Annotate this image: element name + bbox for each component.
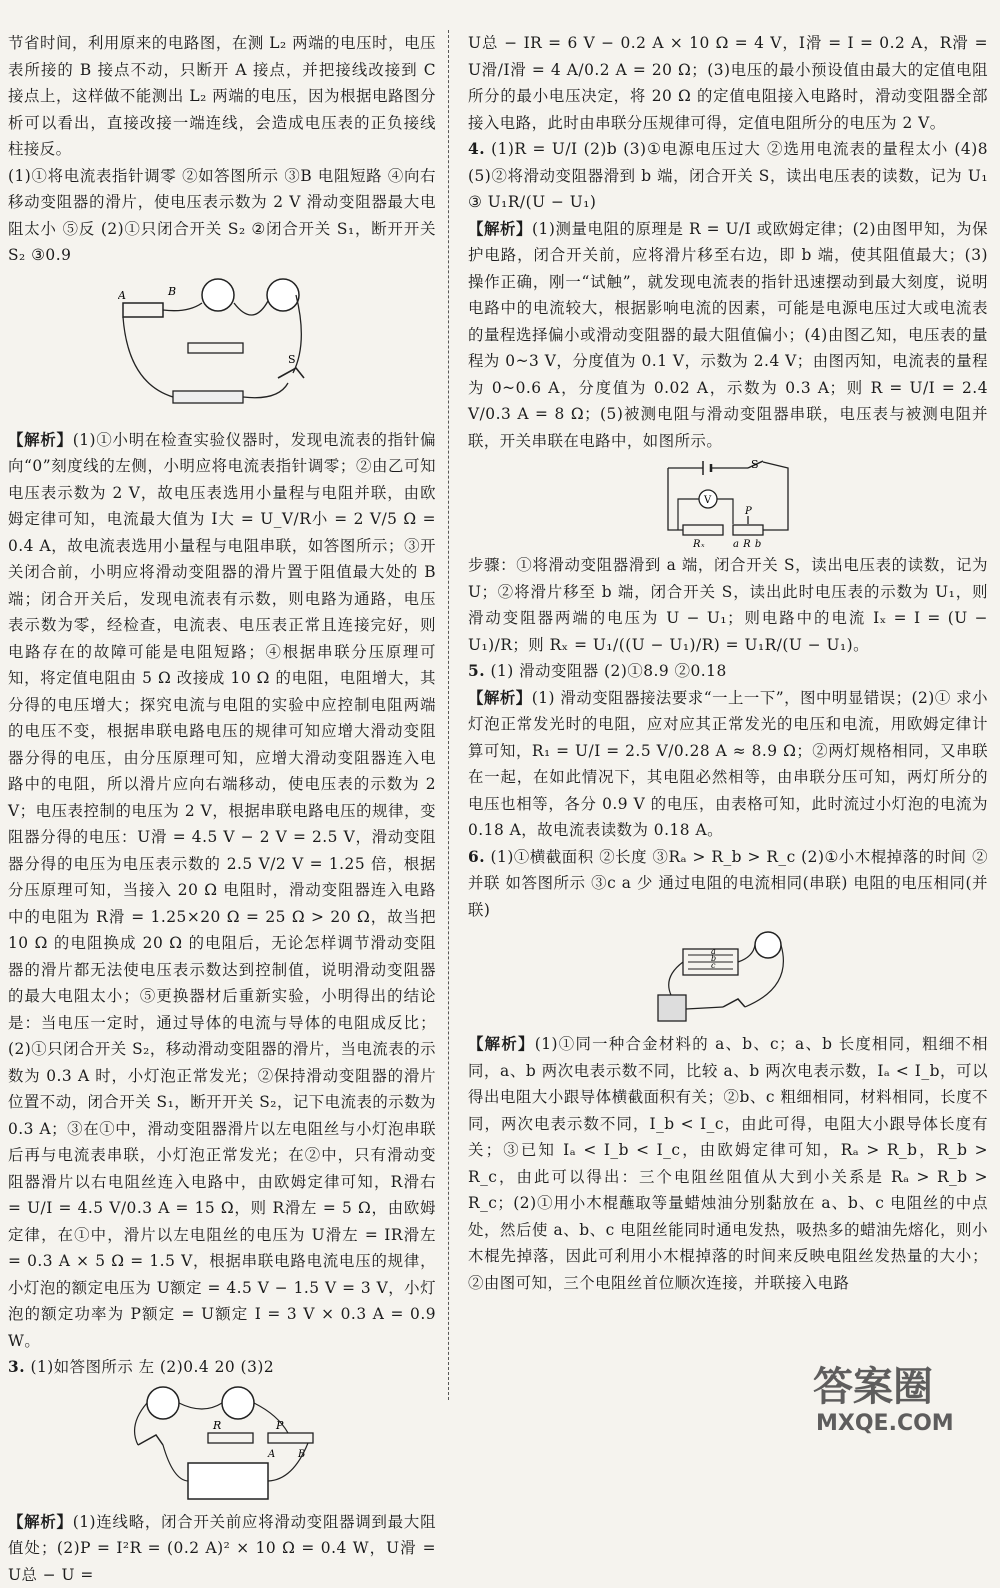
answer-5 [468, 658, 988, 685]
analysis-6-text: (1)①同一种合金材料的 a、b、c；a、b 长度相同，粗细不相同，a、b 两次电表示数不同，比较 a、b 两次电表示数，Iₐ < I_b，可以得出电阻大小跟导体横截面积有关；②b、c 粗细相同，材料相同，长度不同，两次电表示数不同，I_b < I_c，由此可得，电阻大小跟导体长度有关；③已知 Iₐ < I_b < I_c，由欧姆定律可知，Rₐ > R_b，R_b > R_c，由此可以得出：三个电阻丝阻值从大到小关系是 Rₐ > R_b > R_c；(2)①用小木棍蘸取等量蜡烛油分别黏放在 a、b、c 电阻丝的中点处，然后使 a、b、c 电阻丝能同时通电发热，吸热多的蜡油先熔化，则小木棍先掉落，因此可利用小木棍掉落的时间来反映电阻丝发热量的大小；②由图可知，三个电阻丝首位顺次连接，并联接入电路 [468, 1035, 988, 1292]
fig1-meter-2 [267, 279, 299, 311]
fig1-label-a: A [118, 289, 126, 302]
watermark-line2: MXQE.COM [816, 1411, 954, 1436]
answer-4 [468, 136, 988, 216]
fig3-label-ab: a R b [733, 539, 762, 548]
answer-2: (1)①将电流表指针调零 ②如答图所示 ③B 电阻短路 ④向右移动变阻器的滑片，使电压表示数为 2 V 滑动变阻器最大电阻太小 ⑤反 (2)①只闭合开关 S₂ ②闭合开关 S₁，断开开关 S₂ ③0.9 [8, 163, 436, 269]
answer-3-text: (1)如答图所示 左 (2)0.4 20 (3)2 [30, 1358, 274, 1376]
intro-paragraph: 节省时间，利用原来的电路图，在测 L₂ 两端的电压时，电压表所接的 B 接点不动，只断开 A 接点，并把接线改接到 C 接点上，这样做不能测出 L₂ 两端的电压，因为根据电路图分析可以看出，直接改接一端连线，会造成电压表的正负接线柱接反。 [8, 30, 436, 163]
answer-4-text: (1)R = U/I (2)b (3)①电源电压过大 ②选用电流表的量程太小 (4)8 (5)②将滑动变阻器滑到 b 端，闭合开关 S，读出电压表的读数，记为 U₁ ③ U₁R/(U − U₁) [468, 140, 988, 211]
steps-4: 步骤：①将滑动变阻器滑到 a 端，闭合开关 S，读出电压表的读数，记为 U；②将滑片移至 b 端，闭合开关 S，读出此时电压表的示数为 U₁，则滑动变阻器两端的电压为 U − U₁；则电路中的电流 Iₓ = I = (U − U₁)/R；则 Rₓ = U₁/((U − U₁)/R) = U₁R/(U − U₁)。 [468, 552, 988, 658]
analysis-3-continued: U总 − IR = 6 V − 0.2 A × 10 Ω = 4 V，I滑 = I = 0.2 A，R滑 = U滑/I滑 = 4 A/0.2 A = 20 Ω；(3)电压的最小预设值由最大的定值电阻所分的最小电压决定，将 20 Ω 的定值电阻接入电路时，滑动变阻器全部接入电路，此时由串联分压规律可得，定值电阻所分的电压为 2 V。 [468, 30, 988, 136]
circuit-figure-2 [118, 1385, 318, 1505]
column-divider [448, 30, 449, 1400]
answer-4-num: 4. [468, 140, 485, 158]
fig2-meter-2 [222, 1387, 254, 1419]
analysis-4 [468, 216, 988, 455]
fig1-meter-1 [202, 279, 234, 311]
answer-3 [8, 1354, 436, 1381]
analysis-2-text: (1)①小明在检查实验仪器时，发现电流表的指针偏向“0”刻度线的左侧，小明应将电流表指针调零；②由乙可知电压表示数为 2 V，故电压表选用小量程与电阻并联，由欧姆定律可知，电流最大值为 I大 = U_V/R小 = 2 V/5 Ω = 0.4 A，故电流表选用小量程与电阻串联，如答图所示；③开关闭合前，小明应将滑动变阻器的滑片置于阻值最大处的 B 端；闭合开关后，发现电流表有示数，则电路为通路，电压表示数为零，经检查，电流表、电压表正常且连接完好，则电路存在的故障可能是电阻短路；④根据串联分压原理可知，将定值电阻由 5 Ω 改接成 10 Ω 的电阻，电阻增大，其分得的电压增大；探究电流与电阻的实验中应控制电阻两端的电压不变，根据串联电路电压的规律可知应增大滑动变阻器分得的电压，由分压原理可知，应增大滑动变阻器连入电路中的电阻，所以滑片应向右端移动，使电压表的示数为 2 V；电压表控制的电压为 2 V，根据串联电路电压的规律，变阻器分得的电压：U滑 = 4.5 V − 2 V = 2.5 V，滑动变阻器分得的电压为电压表示数的 2.5 V/2 V = 1.25 倍，根据分压原理可知，当接入 20 Ω 电阻时，滑动变阻器连入电路中的电阻为 R滑 = 1.25×20 Ω = 25 Ω > 20 Ω，故当把 10 Ω 的电阻换成 20 Ω 的电阻后，无论怎样调节滑动变阻器的滑片都无法使电压表示数达到控制值，说明滑动变阻器的最大电阻太小；⑤更换器材后重新实验，小明得出的结论是：当电压一定时，通过导体的电流与导体的电阻成反比；(2)①只闭合开关 S₂，移动滑动变阻器的滑片，当电流表的示数为 0.3 A 时，小灯泡正常发光；②保持滑动变阻器的滑片位置不动，闭合开关 S₁，断开开关 S₂，记下电流表的示数为 0.3 A；③在①中，滑动变阻器滑片以左电阻丝与小灯泡串联后再与电流表串联，小灯泡正常发光；在②中，只有滑动变阻器滑片以右电阻丝连入电路中，由欧姆定律可知，R滑右 = U/I = 4.5 V/0.3 A = 15 Ω，则 R滑左 = 5 Ω，由欧姆定律，在①中，滑片以左电阻丝的电压为 U滑左 = IR滑左 = 0.3 A × 5 Ω = 1.5 V，根据串联电路电流电压的规律，小灯泡的额定电压为 U额定 = 4.5 V − 1.5 V = 3 V，小灯泡的额定功率为 P额定 = U额定 I = 3 V × 0.3 A = 0.9 W。 [8, 431, 436, 1350]
analysis-2-tag: 【解析】 [8, 431, 73, 449]
fig2-label-b: B [297, 1449, 306, 1460]
fig4-battery [658, 995, 686, 1021]
analysis-6 [468, 1031, 988, 1296]
watermark-line1: 答案圈 [813, 1364, 933, 1410]
fig4-switch [723, 999, 745, 1007]
fig4-label-b: b [711, 954, 717, 963]
fig4-label-a: a [711, 947, 716, 956]
fig3-label-s: S [751, 458, 759, 471]
analysis-4-text: (1)测量电阻的原理是 R = U/I 或欧姆定律；(2)由图甲知，为保护电路，闭合开关前，应将滑片移至右边，即 b 端，使其阻值最大；(3)操作正确，刚一“试触”，就发现电流表的指针迅速摆动到最大刻度，说明电路中的电流较大，根据影响电流的因素，可能是电源电压过大或电流表的量程选择偏小或滑动变阻器的最大阻值偏小；(4)由图乙知，电压表的量程为 0~3 V，分度值为 0.1 V，示数为 2.4 V；由图丙知，电流表的量程为 0~0.6 A，分度值为 0.02 A，示数为 0.3 A；则 R = U/I = 2.4 V/0.3 A = 8 Ω；(5)被测电阻与滑动变阻器串联，电压表与被测电阻并联，开关串联在电路中，如图所示。 [468, 220, 988, 450]
analysis-5-tag: 【解析】 [468, 689, 532, 707]
fig2-label-p: P [275, 1419, 284, 1432]
fig2-meter-1 [147, 1387, 179, 1419]
analysis-4-tag: 【解析】 [468, 220, 532, 238]
fig3-label-p: P [744, 506, 752, 517]
analysis-3 [8, 1509, 436, 1588]
analysis-3-tag: 【解析】 [8, 1513, 73, 1531]
left-column [8, 30, 436, 1588]
analysis-2 [8, 427, 436, 1355]
answer-5-text: (1) 滑动变阻器 (2)①8.9 ②0.18 [490, 662, 726, 680]
circuit-figure-1 [118, 273, 308, 423]
fig2-label-a: A [267, 1449, 276, 1460]
fig1-label-s: S [288, 353, 296, 366]
right-column [468, 30, 988, 1296]
answer-3-num: 3. [8, 1358, 25, 1376]
watermark-logo [798, 1352, 988, 1436]
answer-6-num: 6. [468, 848, 485, 866]
fig1-battery [173, 391, 243, 403]
answer-5-num: 5. [468, 662, 485, 680]
fig4-label-c: c [711, 961, 716, 970]
fig2-label-r: R [212, 1419, 222, 1432]
circuit-figure-3 [663, 458, 793, 548]
circuit-figure-4 [653, 927, 803, 1027]
fig1-label-b: B [167, 285, 177, 298]
analysis-6-tag: 【解析】 [468, 1035, 535, 1053]
fig3-label-rx: Rₓ [692, 539, 705, 548]
fig4-ammeter [755, 932, 781, 958]
analysis-5 [468, 685, 988, 844]
answer-6 [468, 844, 988, 924]
analysis-3-text: (1)连线略，闭合开关前应将滑动变阻器调到最大阻值处；(2)P = I²R = (0.2 A)² × 10 Ω = 0.4 W，U滑 = U总 − U = [8, 1513, 436, 1584]
fig3-label-v: V [703, 495, 712, 506]
fig2-power-supply [188, 1463, 268, 1499]
analysis-5-text: (1) 滑动变阻器接法要求“一上一下”，图中明显错误；(2)① 求小灯泡正常发光时的电阻，应对应其正常发光的电压和电流，用欧姆定律计算可知，R₁ = U/I = 2.5 V/0.28 A ≈ 8.9 Ω；②两灯规格相同，又串联在一起，在如此情况下，其电阻必然相等，由串联分压可知，两灯所分的电压也相等，各分 0.9 V 的电压，由表格可知，此时流过小灯泡的电流为 0.18 A，故电流表读数为 0.18 A。 [468, 689, 988, 840]
fig1-switch [278, 368, 304, 378]
answer-6-text: (1)①横截面积 ②长度 ③Rₐ > R_b > R_c (2)①小木棍掉落的时间 ②并联 如答图所示 ③c a 少 通过电阻的电流相同(串联) 电阻的电压相同(并联) [468, 848, 988, 919]
